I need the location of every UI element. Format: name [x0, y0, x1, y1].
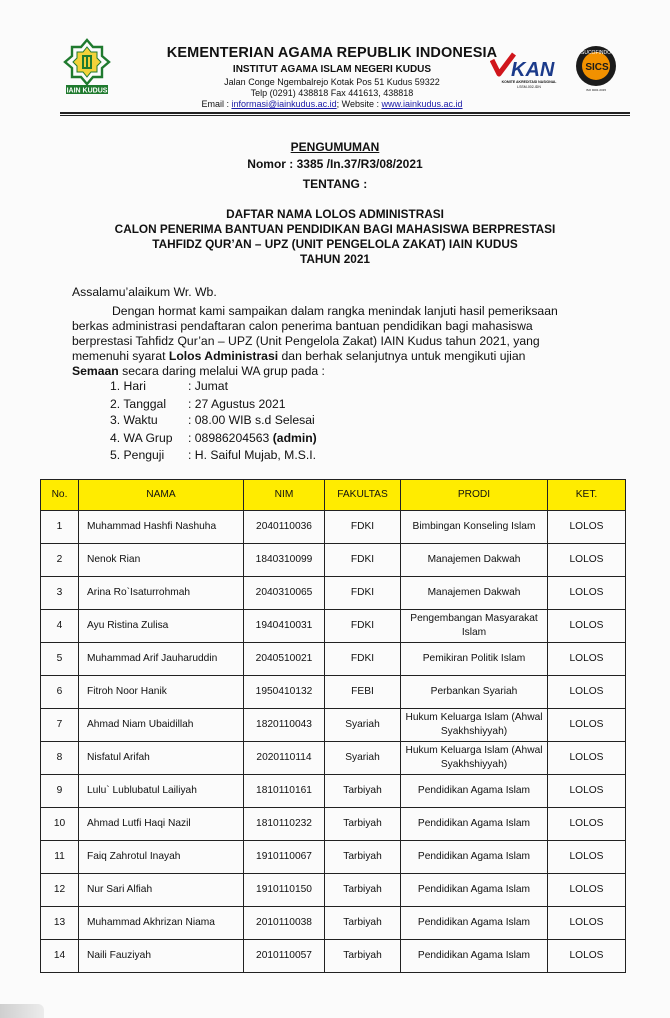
cell-nim: 2010110057 — [244, 940, 325, 973]
document-number: Nomor : 3385 /In.37/R3/08/2021 — [247, 157, 423, 171]
cell-nim: 2010110038 — [244, 907, 325, 940]
cell-ket: LOLOS — [548, 841, 626, 874]
cell-no: 12 — [41, 874, 79, 907]
paragraph-line-1: Dengan hormat kami sampaikan dalam rangka menindak lanjuti hasil pemeriksaan — [112, 304, 558, 318]
table-row — [41, 874, 626, 907]
detail-label: 2. Tanggal — [110, 397, 167, 411]
cell-nama: Ayu Ristina Zulisa — [79, 610, 244, 643]
cell-nim: 2040110036 — [244, 511, 325, 544]
cell-nim: 1810110161 — [244, 775, 325, 808]
cell-nama: Muhammad Akhrizan Niama — [79, 907, 244, 940]
cell-nim: 1840310099 — [244, 544, 325, 577]
email-label: Email : — [201, 99, 232, 109]
iain-kudus-logo-icon — [62, 38, 112, 102]
table-row — [41, 808, 626, 841]
cell-fakultas: Syariah — [325, 709, 401, 742]
table-row — [41, 544, 626, 577]
cell-ket: LOLOS — [548, 610, 626, 643]
cell-nim: 2040510021 — [244, 643, 325, 676]
cell-fakultas: Tarbiyah — [325, 940, 401, 973]
cell-no: 9 — [41, 775, 79, 808]
greeting: Assalamu’alaikum Wr. Wb. — [72, 285, 217, 299]
cell-nama: Faiq Zahrotul Inayah — [79, 841, 244, 874]
cell-nama: Nisfatul Arifah — [79, 742, 244, 775]
detail-value: : H. Saiful Mujab, M.S.I. — [188, 448, 317, 462]
detail-label: 1. Hari — [110, 379, 146, 393]
cell-nim: 2020110114 — [244, 742, 325, 775]
table-row — [41, 742, 626, 775]
header-fakultas: FAKULTAS — [325, 480, 401, 511]
cell-ket: LOLOS — [548, 544, 626, 577]
cell-nama: Ahmad Lutfi Haqi Nazil — [79, 808, 244, 841]
ministry-name: KEMENTERIAN AGAMA REPUBLIK INDONESIA — [166, 45, 498, 61]
table-row — [41, 511, 626, 544]
cell-fakultas: Tarbiyah — [325, 874, 401, 907]
paragraph-text: memenuhi syarat — [72, 349, 169, 363]
cell-nim: 1940410031 — [244, 610, 325, 643]
cell-prodi: Pendidikan Agama Islam — [401, 808, 548, 841]
subject-line-4: TAHUN 2021 — [300, 252, 370, 266]
table-row — [41, 841, 626, 874]
cell-fakultas: FEBI — [325, 676, 401, 709]
about-label: TENTANG : — [302, 177, 368, 191]
subject-line-1: DAFTAR NAMA LOLOS ADMINISTRASI — [226, 207, 444, 221]
cell-prodi: Hukum Keluarga Islam (Ahwal Syakhshiyyah) — [401, 742, 548, 775]
results-table — [40, 479, 626, 973]
paragraph-line-5 — [72, 364, 325, 378]
logo-text: IAIN KUDUS — [66, 87, 108, 95]
cell-nim: 1950410132 — [244, 676, 325, 709]
cell-ket: LOLOS — [548, 775, 626, 808]
cell-nim: 1910110150 — [244, 874, 325, 907]
table-header-row — [41, 480, 626, 511]
letterhead-divider-thin — [60, 115, 630, 116]
detail-label: 3. Waktu — [110, 413, 158, 427]
cell-nama: Muhammad Hashfi Nashuha — [79, 511, 244, 544]
letterhead-divider — [60, 112, 630, 114]
cell-no: 5 — [41, 643, 79, 676]
page-shadow — [0, 1004, 44, 1018]
paragraph-line-3: berprestasi Tahfidz Qur’an – UPZ (Unit Pengelola Zakat) IAIN Kudus tahun 2021, yang — [72, 334, 540, 348]
subject-line-3: TAHFIDZ QUR’AN – UPZ (UNIT PENGELOLA ZAKAT) IAIN KUDUS — [152, 237, 518, 251]
kan-caption: KOMITE AKREDITASI NASIONAL — [501, 80, 557, 84]
cell-nim: 1810110232 — [244, 808, 325, 841]
cell-prodi: Bimbingan Konseling Islam — [401, 511, 548, 544]
table-row — [41, 709, 626, 742]
cell-prodi: Pendidikan Agama Islam — [401, 874, 548, 907]
detail-value: : 27 Agustus 2021 — [188, 397, 286, 411]
cell-fakultas: FDKI — [325, 610, 401, 643]
cell-nim: 1910110067 — [244, 841, 325, 874]
detail-value-bold: (admin) — [269, 431, 317, 445]
sics-ring-text: SUCOFINDO — [581, 50, 611, 56]
cell-nama: Lulu` Lublubatul Lailiyah — [79, 775, 244, 808]
table-row — [41, 676, 626, 709]
cell-ket: LOLOS — [548, 742, 626, 775]
address: Jalan Conge Ngembalrejo Kotak Pos 51 Kudus 59322 — [224, 77, 440, 87]
kan-code: LSSM-002-IDN — [517, 85, 541, 89]
cell-ket: LOLOS — [548, 676, 626, 709]
cell-no: 10 — [41, 808, 79, 841]
cell-no: 14 — [41, 940, 79, 973]
cell-prodi: Pendidikan Agama Islam — [401, 775, 548, 808]
phone: Telp (0291) 438818 Fax 441613, 438818 — [250, 88, 414, 98]
cell-fakultas: FDKI — [325, 643, 401, 676]
detail-value-text: : 08986204563 — [188, 431, 270, 445]
detail-label: 5. Penguji — [110, 448, 165, 462]
cell-nama: Nur Sari Alfiah — [79, 874, 244, 907]
cell-nama: Naili Fauziyah — [79, 940, 244, 973]
paragraph-line-2: berkas administrasi pendaftaran calon penerima bantuan pendidikan bagi mahasiswa — [72, 319, 533, 333]
paragraph-line-4 — [72, 349, 525, 363]
cell-fakultas: Syariah — [325, 742, 401, 775]
cell-fakultas: Tarbiyah — [325, 808, 401, 841]
cell-nama: Muhammad Arif Jauharuddin — [79, 643, 244, 676]
cell-no: 6 — [41, 676, 79, 709]
cell-nim: 1820110043 — [244, 709, 325, 742]
sics-text: SICS — [585, 62, 609, 73]
cell-no: 13 — [41, 907, 79, 940]
cell-ket: LOLOS — [548, 907, 626, 940]
cell-nama: Ahmad Niam Ubaidillah — [79, 709, 244, 742]
detail-value — [188, 431, 317, 445]
detail-value: : Jumat — [188, 379, 228, 393]
cell-no: 2 — [41, 544, 79, 577]
cell-nama: Fitroh Noor Hanik — [79, 676, 244, 709]
cell-ket: LOLOS — [548, 709, 626, 742]
detail-label: 4. WA Grup — [110, 431, 173, 445]
cell-prodi: Pemikiran Politik Islam — [401, 643, 548, 676]
cell-fakultas: Tarbiyah — [325, 775, 401, 808]
cell-no: 1 — [41, 511, 79, 544]
sics-caption: ISO 9001:2015 — [585, 88, 607, 92]
cell-nim: 2040310065 — [244, 577, 325, 610]
header-ket: KET. — [548, 480, 626, 511]
cell-fakultas: FDKI — [325, 511, 401, 544]
paragraph-text: dan berhak selanjutnya untuk mengikuti ujian — [278, 349, 526, 363]
cell-fakultas: Tarbiyah — [325, 907, 401, 940]
header-no: No. — [41, 480, 79, 511]
header-prodi: PRODI — [401, 480, 548, 511]
cell-prodi: Manajemen Dakwah — [401, 577, 548, 610]
cell-prodi: Hukum Keluarga Islam (Ahwal Syakhshiyyah) — [401, 709, 548, 742]
cell-fakultas: FDKI — [325, 577, 401, 610]
announcement-label: PENGUMUMAN — [290, 140, 380, 154]
cell-no: 3 — [41, 577, 79, 610]
cell-no: 11 — [41, 841, 79, 874]
paragraph-text: secara daring melalui WA grup pada : — [118, 364, 325, 378]
cell-fakultas: FDKI — [325, 544, 401, 577]
website-label: ; Website : — [336, 99, 382, 109]
cell-ket: LOLOS — [548, 874, 626, 907]
cell-prodi: Perbankan Syariah — [401, 676, 548, 709]
cell-ket: LOLOS — [548, 940, 626, 973]
table-row — [41, 610, 626, 643]
table-row — [41, 907, 626, 940]
cell-no: 4 — [41, 610, 79, 643]
cell-ket: LOLOS — [548, 511, 626, 544]
cell-prodi: Manajemen Dakwah — [401, 544, 548, 577]
sics-certification-logo-icon — [574, 44, 618, 88]
header-nim: NIM — [244, 480, 325, 511]
cell-ket: LOLOS — [548, 577, 626, 610]
email-link[interactable]: informasi@iainkudus.ac.id — [231, 99, 337, 109]
paragraph-bold: Semaan — [72, 364, 119, 378]
cell-prodi: Pendidikan Agama Islam — [401, 841, 548, 874]
institute-name: INSTITUT AGAMA ISLAM NEGERI KUDUS — [232, 64, 432, 75]
detail-value: : 08.00 WIB s.d Selesai — [188, 413, 315, 427]
cell-prodi: Pendidikan Agama Islam — [401, 907, 548, 940]
contact-line — [120, 99, 544, 109]
cell-nama: Arina Ro`Isaturrohmah — [79, 577, 244, 610]
header-nama: NAMA — [79, 480, 244, 511]
cell-prodi: Pendidikan Agama Islam — [401, 940, 548, 973]
table-row — [41, 577, 626, 610]
cell-ket: LOLOS — [548, 643, 626, 676]
kan-text: KAN — [511, 59, 555, 81]
subject-line-2: CALON PENERIMA BANTUAN PENDIDIKAN BAGI MAHASISWA BERPRESTASI — [114, 222, 556, 236]
cell-ket: LOLOS — [548, 808, 626, 841]
cell-fakultas: Tarbiyah — [325, 841, 401, 874]
cell-no: 8 — [41, 742, 79, 775]
cell-no: 7 — [41, 709, 79, 742]
table-row — [41, 643, 626, 676]
paragraph-bold: Lolos Administrasi — [168, 349, 279, 363]
table-row — [41, 775, 626, 808]
cell-prodi: Pengembangan Masyarakat Islam — [401, 610, 548, 643]
kan-logo-icon — [490, 50, 565, 90]
cell-nama: Nenok Rian — [79, 544, 244, 577]
table-row — [41, 940, 626, 973]
website-link[interactable]: www.iainkudus.ac.id — [381, 99, 463, 109]
